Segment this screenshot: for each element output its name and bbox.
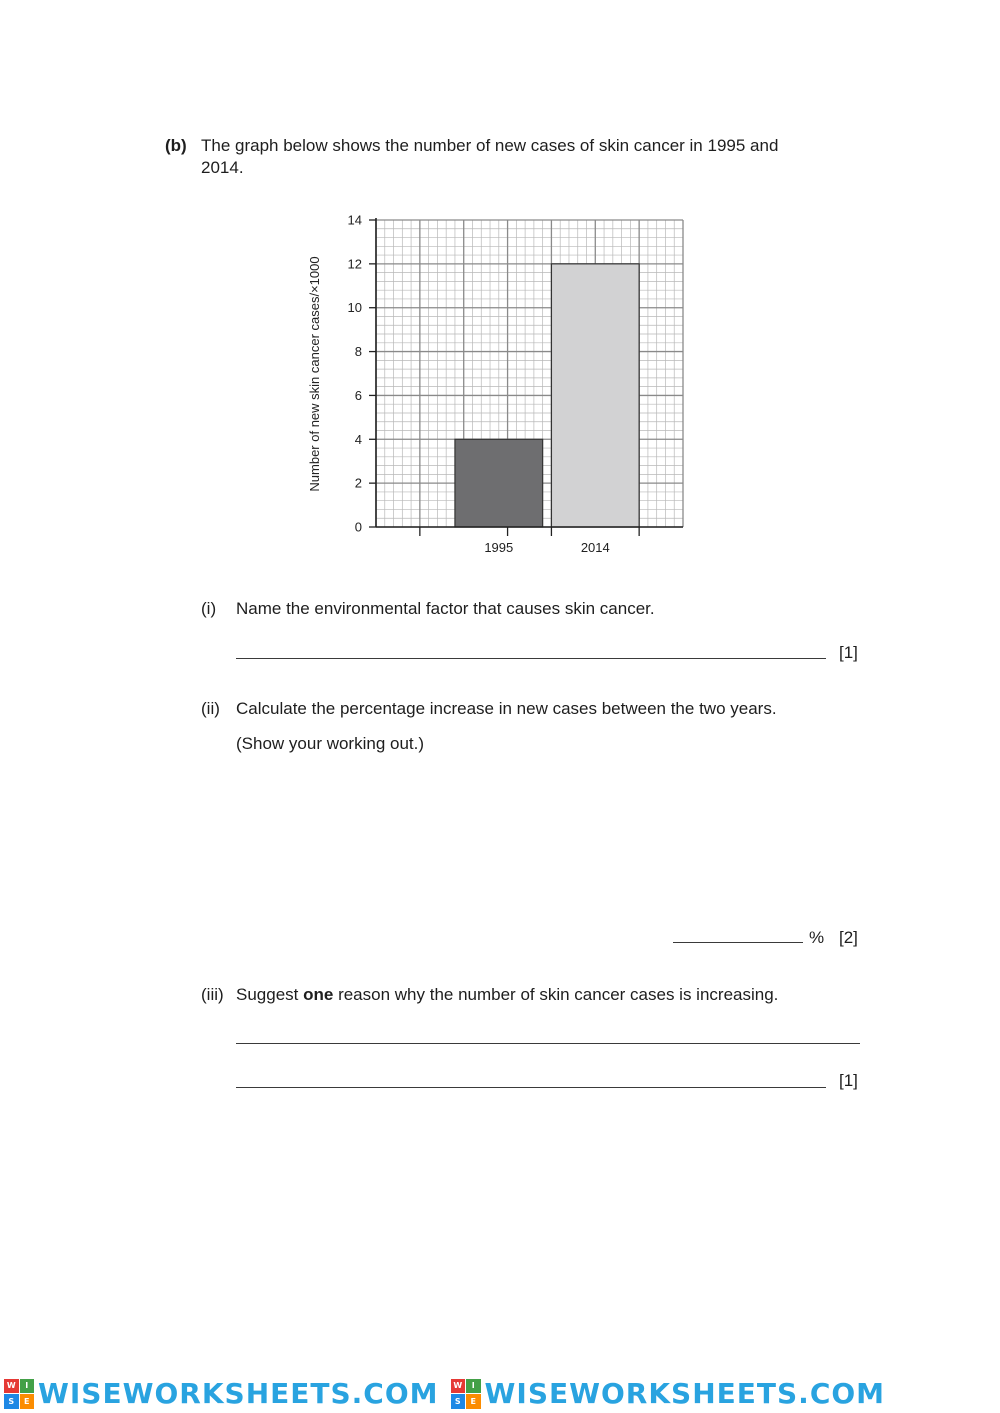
badge-letter: E [466, 1394, 481, 1409]
y-tick-label: 10 [347, 300, 362, 316]
y-tick-label: 12 [347, 256, 362, 272]
part-iii-text-bold: one [303, 985, 334, 1004]
part-i-text: Name the environmental factor that causes skin cancer. [236, 599, 655, 618]
badge-letter: S [451, 1394, 466, 1409]
y-tick-label: 8 [354, 344, 362, 360]
part-ii-text: Calculate the percentage increase in new cases between the two years. [236, 699, 777, 718]
x-tick-label: 2014 [580, 540, 610, 555]
part-ii-subtext: (Show your working out.) [236, 734, 425, 753]
part-iii-text-before: Suggest [236, 985, 304, 1004]
y-tick-label: 0 [354, 519, 362, 535]
part-iii-text [236, 984, 778, 1006]
footer-logo-1 [4, 1376, 439, 1410]
y-tick-label: 14 [347, 212, 362, 228]
y-tick-label: 2 [354, 475, 362, 491]
part-i-label: (i) [201, 599, 217, 618]
part-iii-marks: [1] [839, 1071, 858, 1090]
badge-letter: E [20, 1394, 35, 1409]
bar-2014 [551, 264, 639, 527]
chart-y-axis-label: Number of new skin cancer cases/×1000 [307, 256, 322, 492]
chart-x-labels [420, 527, 639, 555]
brand-text: WISEWORKSHEETS.COM [38, 1376, 439, 1410]
part-iii-label: (iii) [201, 985, 224, 1004]
part-iii-text-after: reason why the number of skin cancer cases is increasing. [333, 985, 779, 1004]
y-tick-label: 6 [354, 387, 362, 403]
part-iii-answer-line-2[interactable] [236, 1087, 826, 1088]
brand-text: WISEWORKSHEETS.COM [484, 1376, 886, 1410]
bar-chart [290, 200, 710, 570]
question-b-line1: The graph below shows the number of new cases of skin cancer in 1995 and [201, 136, 779, 155]
part-i-answer-line[interactable] [236, 658, 826, 659]
bar-1995 [455, 439, 543, 527]
badge-letter: W [4, 1379, 19, 1394]
part-iii-answer-line-1[interactable] [236, 1043, 860, 1044]
part-ii-answer-line[interactable] [673, 942, 803, 943]
footer-watermark [0, 1374, 1000, 1413]
footer-logo-2 [451, 1376, 886, 1410]
wise-badge-icon [4, 1379, 34, 1409]
part-ii-label: (ii) [201, 699, 220, 718]
part-i-marks: [1] [839, 643, 858, 662]
badge-letter: S [4, 1394, 19, 1409]
question-b-label: (b) [165, 136, 187, 155]
badge-letter: I [20, 1379, 35, 1394]
question-b-text [201, 135, 861, 179]
y-tick-label: 4 [354, 431, 362, 447]
wise-badge-icon [451, 1379, 481, 1409]
part-ii-marks: [2] [839, 928, 858, 947]
badge-letter: I [466, 1379, 481, 1394]
part-ii-unit: % [809, 928, 825, 947]
question-b [165, 135, 187, 157]
badge-letter: W [451, 1379, 466, 1394]
question-b-line2: 2014. [201, 158, 244, 177]
chart-y-ticks [348, 213, 376, 535]
x-tick-label: 1995 [484, 540, 514, 555]
